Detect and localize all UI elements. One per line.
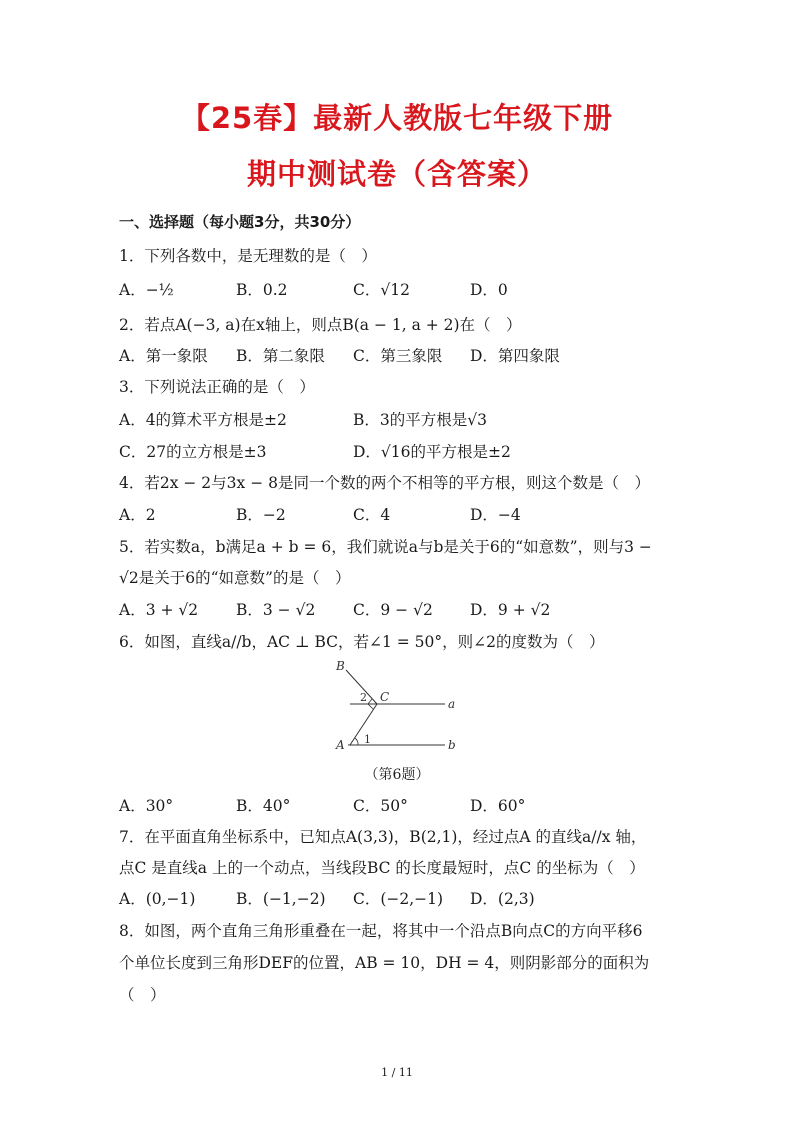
q6-stem: 6．如图，直线a//b，AC ⊥ BC，若∠1 = 50°，则∠2的度数为（ ） — [119, 633, 605, 651]
q6-option-d: D．60° — [470, 797, 526, 815]
q4-option-d: D．−4 — [470, 506, 521, 524]
q4-stem: 4．若2x − 2与3x − 8是同一个数的两个不相等的平方根，则这个数是（ ） — [119, 474, 650, 492]
q7-stem-line2: 点C 是直线a 上的一个动点，当线段BC 的长度最短时，点C 的坐标为（ ） — [119, 859, 645, 877]
q1-option-c: C．√12 — [353, 281, 410, 299]
q5-option-d: D．9 + √2 — [470, 601, 551, 619]
q7-option-a: A．(0,−1) — [119, 890, 196, 908]
q3-stem: 3．下列说法正确的是（ ） — [119, 378, 315, 396]
label-C: C — [380, 690, 390, 704]
q4-option-b: B．−2 — [236, 506, 286, 524]
doc-title-line1: 【25春】最新人教版七年级下册 — [180, 101, 614, 135]
q6-caption: （第6题） — [364, 767, 430, 783]
q6-option-a: A．30° — [119, 797, 174, 815]
q2-option-c: C．第三象限 — [353, 347, 443, 365]
q6-option-b: B．40° — [236, 797, 291, 815]
label-b: b — [448, 738, 456, 752]
q8-stem-line3: （ ） — [119, 986, 166, 1004]
q1-option-a: A．−½ — [119, 281, 174, 299]
angle-1-arc — [355, 738, 358, 745]
q3-option-c: C．27的立方根是±3 — [119, 443, 267, 461]
q1-stem: 1．下列各数中，是无理数的是（ ） — [119, 247, 377, 265]
q1-option-b: B．0.2 — [236, 281, 288, 299]
q5-stem-line2: √2是关于6的“如意数”的是（ ） — [119, 569, 351, 587]
q5-option-a: A．3 + √2 — [119, 601, 199, 619]
q5-option-c: C．9 − √2 — [353, 601, 433, 619]
label-B: B — [336, 659, 345, 673]
q2-option-a: A．第一象限 — [119, 347, 208, 365]
q2-option-b: B．第二象限 — [236, 347, 325, 365]
doc-title-line2: 期中测试卷（含答案） — [246, 157, 547, 191]
q1-option-d: D．0 — [470, 281, 508, 299]
q7-option-c: C．(−2,−1) — [353, 890, 444, 908]
label-angle-2: 2 — [360, 691, 367, 704]
q3-option-a: A．4的算术平方根是±2 — [119, 411, 287, 429]
section-heading: 一、选择题（每小题3分，共30分） — [119, 213, 361, 231]
q3-option-d: D．√16的平方根是±2 — [353, 443, 511, 461]
q8-stem-line2: 个单位长度到三角形DEF的位置，AB = 10，DH = 4，则阴影部分的面积为 — [119, 954, 650, 972]
q5-option-b: B．3 − √2 — [236, 601, 316, 619]
q7-option-d: D．(2,3) — [470, 890, 535, 908]
q4-option-a: A．2 — [119, 506, 156, 524]
q2-stem: 2．若点A(−3, a)在x轴上，则点B(a − 1, a + 2)在（ ） — [119, 316, 522, 334]
q7-option-b: B．(−1,−2) — [236, 890, 326, 908]
q6-figure — [330, 657, 470, 757]
q5-stem-line1: 5．若实数a，b满足a + b = 6，我们就说a与b是关于6的“如意数”，则与3 − — [119, 538, 652, 556]
q7-stem-line1: 7．在平面直角坐标系中，已知点A(3,3)，B(2,1)，经过点A 的直线a//x 轴， — [119, 828, 647, 846]
q2-option-d: D．第四象限 — [470, 347, 560, 365]
label-angle-1: 1 — [364, 733, 371, 746]
q6-option-c: C．50° — [353, 797, 408, 815]
label-a: a — [448, 697, 456, 711]
q8-stem-line1: 8．如图，两个直角三角形重叠在一起，将其中一个沿点B向点C的方向平移6 — [119, 922, 643, 940]
label-A: A — [336, 738, 345, 752]
q3-option-b: B．3的平方根是√3 — [353, 411, 487, 429]
q4-option-c: C．4 — [353, 506, 391, 524]
page-number: 1 / 11 — [381, 1066, 413, 1079]
